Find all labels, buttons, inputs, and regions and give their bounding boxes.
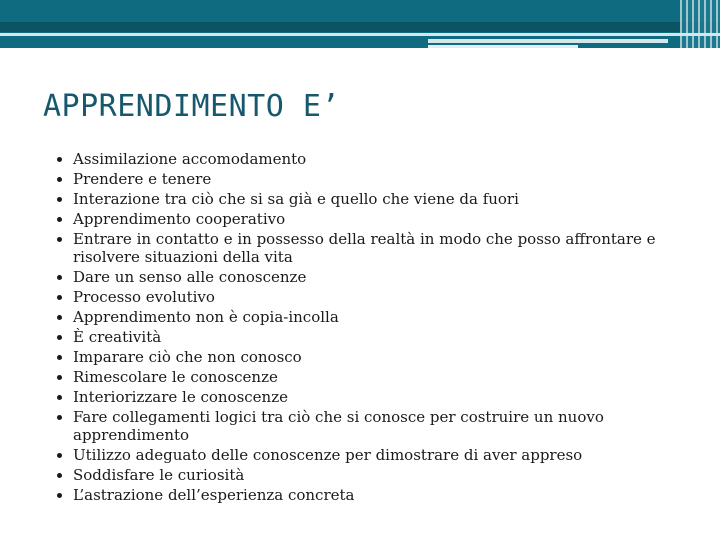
- bullet-item: • Interazione tra ciò che si sa già e quello che viene da fuori: [73, 190, 713, 208]
- header-accent-line-short: [428, 45, 578, 48]
- bullet-item: • Apprendimento cooperativo: [73, 210, 713, 228]
- bullet-item: • È creatività: [73, 328, 713, 346]
- header-accent-line: [428, 39, 668, 43]
- bullet-list: [53, 150, 713, 506]
- bullet-item: • L’astrazione dell’esperienza concreta: [73, 486, 713, 504]
- header-band-edge: [0, 22, 720, 32]
- bullet-item: • Imparare ciò che non conosco: [73, 348, 713, 366]
- bullet-item: • Entrare in contatto e in possesso della realtà in modo che posso affrontare e risolvere situazioni della vita: [73, 230, 713, 266]
- bullet-item: • Utilizzo adeguato delle conoscenze per dimostrare di aver appreso: [73, 446, 713, 464]
- bullet-item: • Dare un senso alle conoscenze: [73, 268, 713, 286]
- bullet-item: • Processo evolutivo: [73, 288, 713, 306]
- header-divider-line: [0, 33, 720, 36]
- bullet-item: • Rimescolare le conoscenze: [73, 368, 713, 386]
- bullet-item: • Interiorizzare le conoscenze: [73, 388, 713, 406]
- bullet-item: • Soddisfare le curiosità: [73, 466, 713, 484]
- bullet-item: • Assimilazione accomodamento: [73, 150, 713, 168]
- bullet-item: • Apprendimento non è copia-incolla: [73, 308, 713, 326]
- decorative-stripes: [680, 0, 720, 48]
- bullet-item: • Fare collegamenti logici tra ciò che si conosce per costruire un nuovo apprendimento: [73, 408, 713, 444]
- slide-title: APPRENDIMENTO E’: [43, 89, 340, 124]
- bullet-item: • Prendere e tenere: [73, 170, 713, 188]
